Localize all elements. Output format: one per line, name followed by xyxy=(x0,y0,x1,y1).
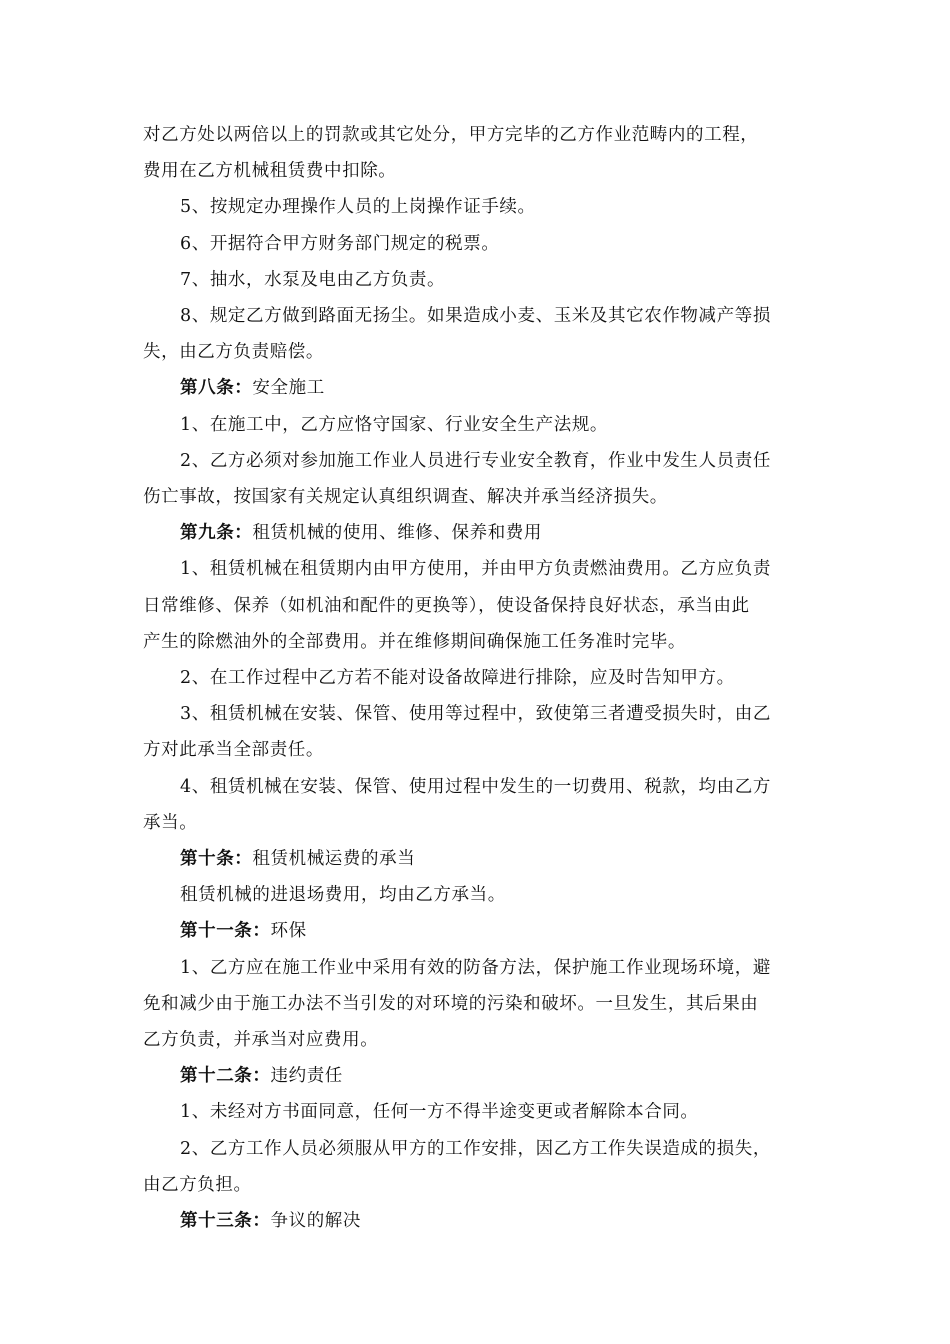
article-title: 环保 xyxy=(270,921,307,942)
article-title: 租赁机械的使用、维修、保养和费用 xyxy=(252,523,543,544)
article-number: 第九条： xyxy=(180,523,253,544)
article-title: 违约责任 xyxy=(270,1066,343,1087)
paragraph xyxy=(143,407,811,443)
paragraph xyxy=(143,660,811,696)
article-number: 第十一条： xyxy=(180,921,271,942)
article-number: 第八条： xyxy=(180,378,253,399)
article-heading xyxy=(143,370,811,406)
text-line: 失，由乙方负责赔偿。 xyxy=(143,342,324,363)
article-heading xyxy=(143,913,811,949)
paragraph xyxy=(143,696,811,768)
text-line: 乙方负责，并承当对应费用。 xyxy=(143,1030,379,1051)
text-line: 3、租赁机械在安装、保管、使用等过程中，致使第三者遭受损失时，由乙 xyxy=(180,704,771,725)
text-line: 2、乙方必须对参加施工作业人员进行专业安全教育，作业中发生人员责任 xyxy=(180,450,771,471)
paragraph xyxy=(143,117,811,189)
paragraph xyxy=(143,226,811,262)
text-line: 5、按规定办理操作人员的上岗操作证手续。 xyxy=(180,197,536,218)
paragraph xyxy=(143,443,811,515)
article-heading xyxy=(143,1203,811,1239)
text-line: 1、在施工中，乙方应恪守国家、行业安全生产法规。 xyxy=(180,414,609,435)
paragraph xyxy=(143,262,811,298)
paragraph xyxy=(143,298,811,370)
paragraph xyxy=(143,950,811,1059)
text-line: 4、租赁机械在安装、保管、使用过程中发生的一切费用、税款，均由乙方 xyxy=(180,776,771,797)
paragraph xyxy=(143,769,811,841)
paragraph xyxy=(143,877,811,913)
text-line: 日常维修、保养（如机油和配件的更换等），使设备保持良好状态，承当由此 xyxy=(143,595,750,616)
text-line: 承当。 xyxy=(143,812,198,833)
text-line: 对乙方处以两倍以上的罚款或其它处分，甲方完毕的乙方作业范畴内的工程， xyxy=(143,125,759,145)
paragraph xyxy=(143,551,811,660)
document-page xyxy=(143,117,811,1239)
text-line: 1、未经对方书面同意，任何一方不得半途变更或者解除本合同。 xyxy=(180,1102,699,1123)
text-line: 6、开据符合甲方财务部门规定的税票。 xyxy=(180,233,500,254)
article-number: 第十二条： xyxy=(180,1066,271,1087)
article-title: 安全施工 xyxy=(252,378,325,399)
text-line: 7、抽水，水泵及电由乙方负责。 xyxy=(180,269,446,290)
text-line: 租赁机械的进退场费用，均由乙方承当。 xyxy=(180,885,506,906)
text-line: 由乙方负担。 xyxy=(143,1174,252,1195)
article-heading xyxy=(143,841,811,877)
article-heading xyxy=(143,1058,811,1094)
text-line: 1、租赁机械在租赁期内由甲方使用，并由甲方负责燃油费用。乙方应负责 xyxy=(180,559,771,580)
article-number: 第十三条： xyxy=(180,1211,271,1232)
text-line: 免和减少由于施工办法不当引发的对环境的污染和破坏。一旦发生，其后果由 xyxy=(143,993,759,1014)
paragraph xyxy=(143,189,811,225)
article-number: 第十条： xyxy=(180,849,253,870)
paragraph xyxy=(143,1094,811,1130)
article-heading xyxy=(143,515,811,551)
article-title: 租赁机械运费的承当 xyxy=(252,849,416,870)
text-line: 8、规定乙方做到路面无扬尘。如果造成小麦、玉米及其它农作物减产等损 xyxy=(180,306,771,327)
text-line: 费用在乙方机械租赁费中扣除。 xyxy=(143,161,397,182)
text-line: 伤亡事故，按国家有关规定认真组织调查、解决并承当经济损失。 xyxy=(143,487,668,508)
text-line: 2、乙方工作人员必须服从甲方的工作安排，因乙方工作失误造成的损失， xyxy=(180,1138,771,1159)
text-line: 2、在工作过程中乙方若不能对设备故障进行排除，应及时告知甲方。 xyxy=(180,668,735,689)
text-line: 1、乙方应在施工作业中采用有效的防备方法，保护施工作业现场环境，避 xyxy=(180,957,771,978)
text-line: 产生的除燃油外的全部费用。并在维修期间确保施工任务准时完毕。 xyxy=(143,631,686,652)
article-title: 争议的解决 xyxy=(270,1211,361,1232)
text-line: 方对此承当全部责任。 xyxy=(143,740,324,761)
paragraph xyxy=(143,1131,811,1203)
